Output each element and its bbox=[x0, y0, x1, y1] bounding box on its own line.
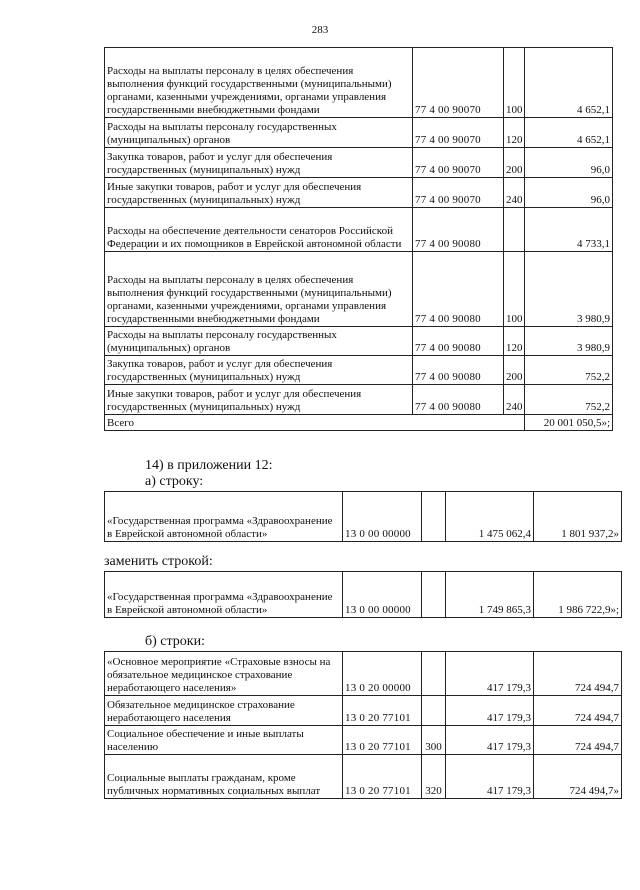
row-expense-type: 120 bbox=[504, 118, 525, 148]
row-amount-2: 724 494,7 bbox=[534, 652, 622, 696]
subheading-b: б) строки: bbox=[145, 634, 205, 649]
row-expense-type: 120 bbox=[504, 327, 525, 356]
table-row bbox=[105, 572, 622, 618]
row-code: 77 4 00 90070 bbox=[413, 118, 504, 148]
row-description: Расходы на выплаты персоналу государственных (муниципальных) органов bbox=[105, 327, 413, 356]
row-amount: 96,0 bbox=[525, 148, 613, 178]
row-amount-1: 417 179,3 bbox=[446, 696, 534, 726]
row-amount: 752,2 bbox=[525, 356, 613, 385]
table-row bbox=[105, 385, 613, 415]
table-row bbox=[105, 118, 613, 148]
row-code: 13 0 20 77101 bbox=[343, 726, 422, 755]
row-amount: 96,0 bbox=[525, 178, 613, 208]
row-amount-1: 1 749 865,3 bbox=[446, 572, 534, 618]
row-expense-type bbox=[422, 652, 446, 696]
row-expense-type: 200 bbox=[504, 356, 525, 385]
expenses-table bbox=[104, 47, 613, 431]
row-amount: 4 652,1 bbox=[525, 48, 613, 118]
new-program-row-table bbox=[104, 571, 622, 618]
table-row bbox=[105, 208, 613, 252]
table-row bbox=[105, 652, 622, 696]
row-code: 13 0 20 77101 bbox=[343, 696, 422, 726]
row-description: «Государственная программа «Здравоохранение в Еврейской автономной области» bbox=[105, 572, 343, 618]
row-amount-2: 1 986 722,9»; bbox=[534, 572, 622, 618]
row-expense-type bbox=[422, 696, 446, 726]
row-amount-2: 724 494,7» bbox=[534, 755, 622, 799]
row-expense-type bbox=[504, 208, 525, 252]
row-amount: 3 980,9 bbox=[525, 327, 613, 356]
row-amount: 4 652,1 bbox=[525, 118, 613, 148]
row-description: «Государственная программа «Здравоохранение в Еврейской автономной области» bbox=[105, 492, 343, 542]
row-amount-1: 417 179,3 bbox=[446, 726, 534, 755]
row-expense-type bbox=[422, 572, 446, 618]
insurance-rows-table bbox=[104, 651, 622, 799]
row-code: 13 0 20 77101 bbox=[343, 755, 422, 799]
row-description: Расходы на обеспечение деятельности сенаторов Российской Федерации и их помощников в Еврейской автономной области bbox=[105, 208, 413, 252]
row-expense-type: 320 bbox=[422, 755, 446, 799]
section-heading-14: 14) в приложении 12: bbox=[145, 458, 273, 473]
row-expense-type: 240 bbox=[504, 385, 525, 415]
row-amount-1: 417 179,3 bbox=[446, 755, 534, 799]
table-row bbox=[105, 696, 622, 726]
row-expense-type: 300 bbox=[422, 726, 446, 755]
table-row bbox=[105, 148, 613, 178]
old-program-row-table bbox=[104, 491, 622, 542]
table-row bbox=[105, 327, 613, 356]
row-description: Иные закупки товаров, работ и услуг для обеспечения государственных (муниципальных) нужд bbox=[105, 385, 413, 415]
row-description: Закупка товаров, работ и услуг для обеспечения государственных (муниципальных) нужд bbox=[105, 148, 413, 178]
row-amount-2: 724 494,7 bbox=[534, 726, 622, 755]
row-amount-2: 724 494,7 bbox=[534, 696, 622, 726]
row-code: 13 0 00 00000 bbox=[343, 492, 422, 542]
table-row bbox=[105, 178, 613, 208]
row-code: 77 4 00 90070 bbox=[413, 178, 504, 208]
row-code: 77 4 00 90080 bbox=[413, 385, 504, 415]
row-code: 13 0 20 00000 bbox=[343, 652, 422, 696]
row-description: «Основное мероприятие «Страховые взносы на обязательное медицинское страхование неработающего населения» bbox=[105, 652, 343, 696]
row-code: 77 4 00 90080 bbox=[413, 327, 504, 356]
row-amount-1: 1 475 062,4 bbox=[446, 492, 534, 542]
row-code: 13 0 00 00000 bbox=[343, 572, 422, 618]
row-code: 77 4 00 90070 bbox=[413, 48, 504, 118]
total-row bbox=[105, 415, 613, 431]
row-amount-1: 417 179,3 bbox=[446, 652, 534, 696]
row-description: Социальное обеспечение и иные выплаты населению bbox=[105, 726, 343, 755]
row-expense-type: 100 bbox=[504, 48, 525, 118]
row-amount: 4 733,1 bbox=[525, 208, 613, 252]
row-description: Расходы на выплаты персоналу в целях обеспечения выполнения функций государственными (муниципальными) органами, казенными учреждениями, органами управления государственными внебюджетными фондами bbox=[105, 48, 413, 118]
table-row bbox=[105, 755, 622, 799]
row-amount-2: 1 801 937,2» bbox=[534, 492, 622, 542]
table-row bbox=[105, 726, 622, 755]
row-description: Расходы на выплаты персоналу в целях обеспечения выполнения функций государственными (муниципальными) органами, казенными учреждениями, органами управления государственными внебюджетными фондами bbox=[105, 252, 413, 327]
row-description: Расходы на выплаты персоналу государственных (муниципальных) органов bbox=[105, 118, 413, 148]
table-row bbox=[105, 492, 622, 542]
row-amount: 3 980,9 bbox=[525, 252, 613, 327]
row-code: 77 4 00 90080 bbox=[413, 252, 504, 327]
row-expense-type: 200 bbox=[504, 148, 525, 178]
page-number: 283 bbox=[311, 24, 329, 36]
subheading-a: а) строку: bbox=[145, 474, 204, 489]
table-row bbox=[105, 48, 613, 118]
row-expense-type: 240 bbox=[504, 178, 525, 208]
row-description: Обязательное медицинское страхование неработающего населения bbox=[105, 696, 343, 726]
row-description: Социальные выплаты гражданам, кроме публичных нормативных социальных выплат bbox=[105, 755, 343, 799]
total-amount: 20 001 050,5»; bbox=[525, 415, 613, 431]
row-expense-type bbox=[422, 492, 446, 542]
row-code: 77 4 00 90070 bbox=[413, 148, 504, 178]
row-code: 77 4 00 90080 bbox=[413, 356, 504, 385]
row-expense-type: 100 bbox=[504, 252, 525, 327]
row-description: Иные закупки товаров, работ и услуг для обеспечения государственных (муниципальных) нужд bbox=[105, 178, 413, 208]
row-description: Закупка товаров, работ и услуг для обеспечения государственных (муниципальных) нужд bbox=[105, 356, 413, 385]
table-row bbox=[105, 252, 613, 327]
subheading-replace: заменить строкой: bbox=[104, 554, 213, 569]
row-amount: 752,2 bbox=[525, 385, 613, 415]
row-code: 77 4 00 90080 bbox=[413, 208, 504, 252]
total-label: Всего bbox=[105, 415, 525, 431]
table-row bbox=[105, 356, 613, 385]
